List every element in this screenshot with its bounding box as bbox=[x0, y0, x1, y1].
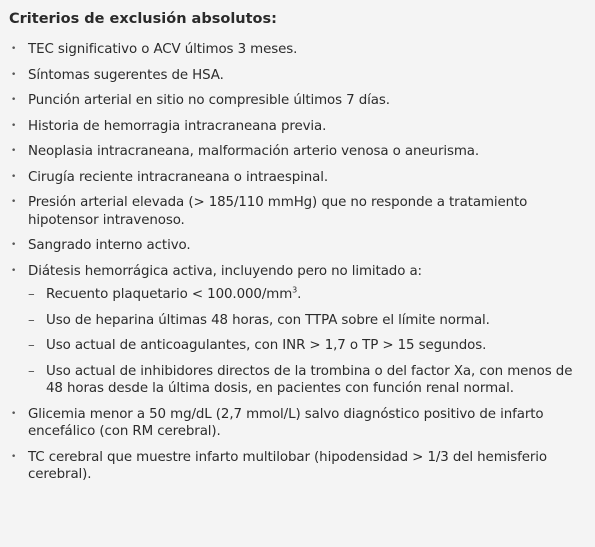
list-item-diathesis bbox=[9, 263, 583, 398]
list-item: • Glicemia menor a 50 mg/dL (2,7 mmol/L) salvo diagnóstico positivo de infarto encefálico (con RM cerebral). bbox=[9, 406, 583, 441]
list-item: • TC cerebral que muestre infarto multilobar (hipodensidad > 1/3 del hemisferio cerebral). bbox=[9, 449, 583, 484]
list-item: • Sangrado interno activo. bbox=[9, 237, 583, 255]
exclusion-criteria-list bbox=[9, 41, 583, 484]
sub-list-item: – Uso actual de anticoagulantes, con INR > 1,7 o TP > 15 segundos. bbox=[28, 337, 583, 355]
platelets-text: Recuento plaquetario < 100.000/mm bbox=[46, 287, 293, 302]
list-item: • Síntomas sugerentes de HSA. bbox=[9, 67, 583, 85]
list-item: • Presión arterial elevada (> 185/110 mmHg) que no responde a tratamiento hipotensor intravenoso. bbox=[9, 194, 583, 229]
list-item: • Neoplasia intracraneana, malformación arterio venosa o aneurisma. bbox=[9, 143, 583, 161]
platelets-superscript: 3 bbox=[292, 285, 298, 295]
section-heading: Criterios de exclusión absolutos: bbox=[9, 11, 277, 27]
list-item-label: Diátesis hemorrágica activa, incluyendo pero no limitado a: bbox=[28, 263, 422, 279]
list-item: • Historia de hemorragia intracraneana previa. bbox=[9, 118, 583, 136]
platelets-end: . bbox=[297, 287, 302, 302]
sub-list-item bbox=[28, 286, 583, 304]
diathesis-sub-list bbox=[28, 286, 583, 398]
sub-list-item: – Uso actual de inhibidores directos de la trombina o del factor Xa, con menos de 48 horas desde la última dosis, en pacientes con función renal normal. bbox=[28, 363, 583, 398]
sub-list-item: – Uso de heparina últimas 48 horas, con TTPA sobre el límite normal. bbox=[28, 312, 583, 330]
list-item: • Punción arterial en sitio no compresible últimos 7 días. bbox=[9, 92, 583, 110]
list-item: • TEC significativo o ACV últimos 3 meses. bbox=[9, 41, 583, 59]
list-item: • Cirugía reciente intracraneana o intraespinal. bbox=[9, 169, 583, 187]
